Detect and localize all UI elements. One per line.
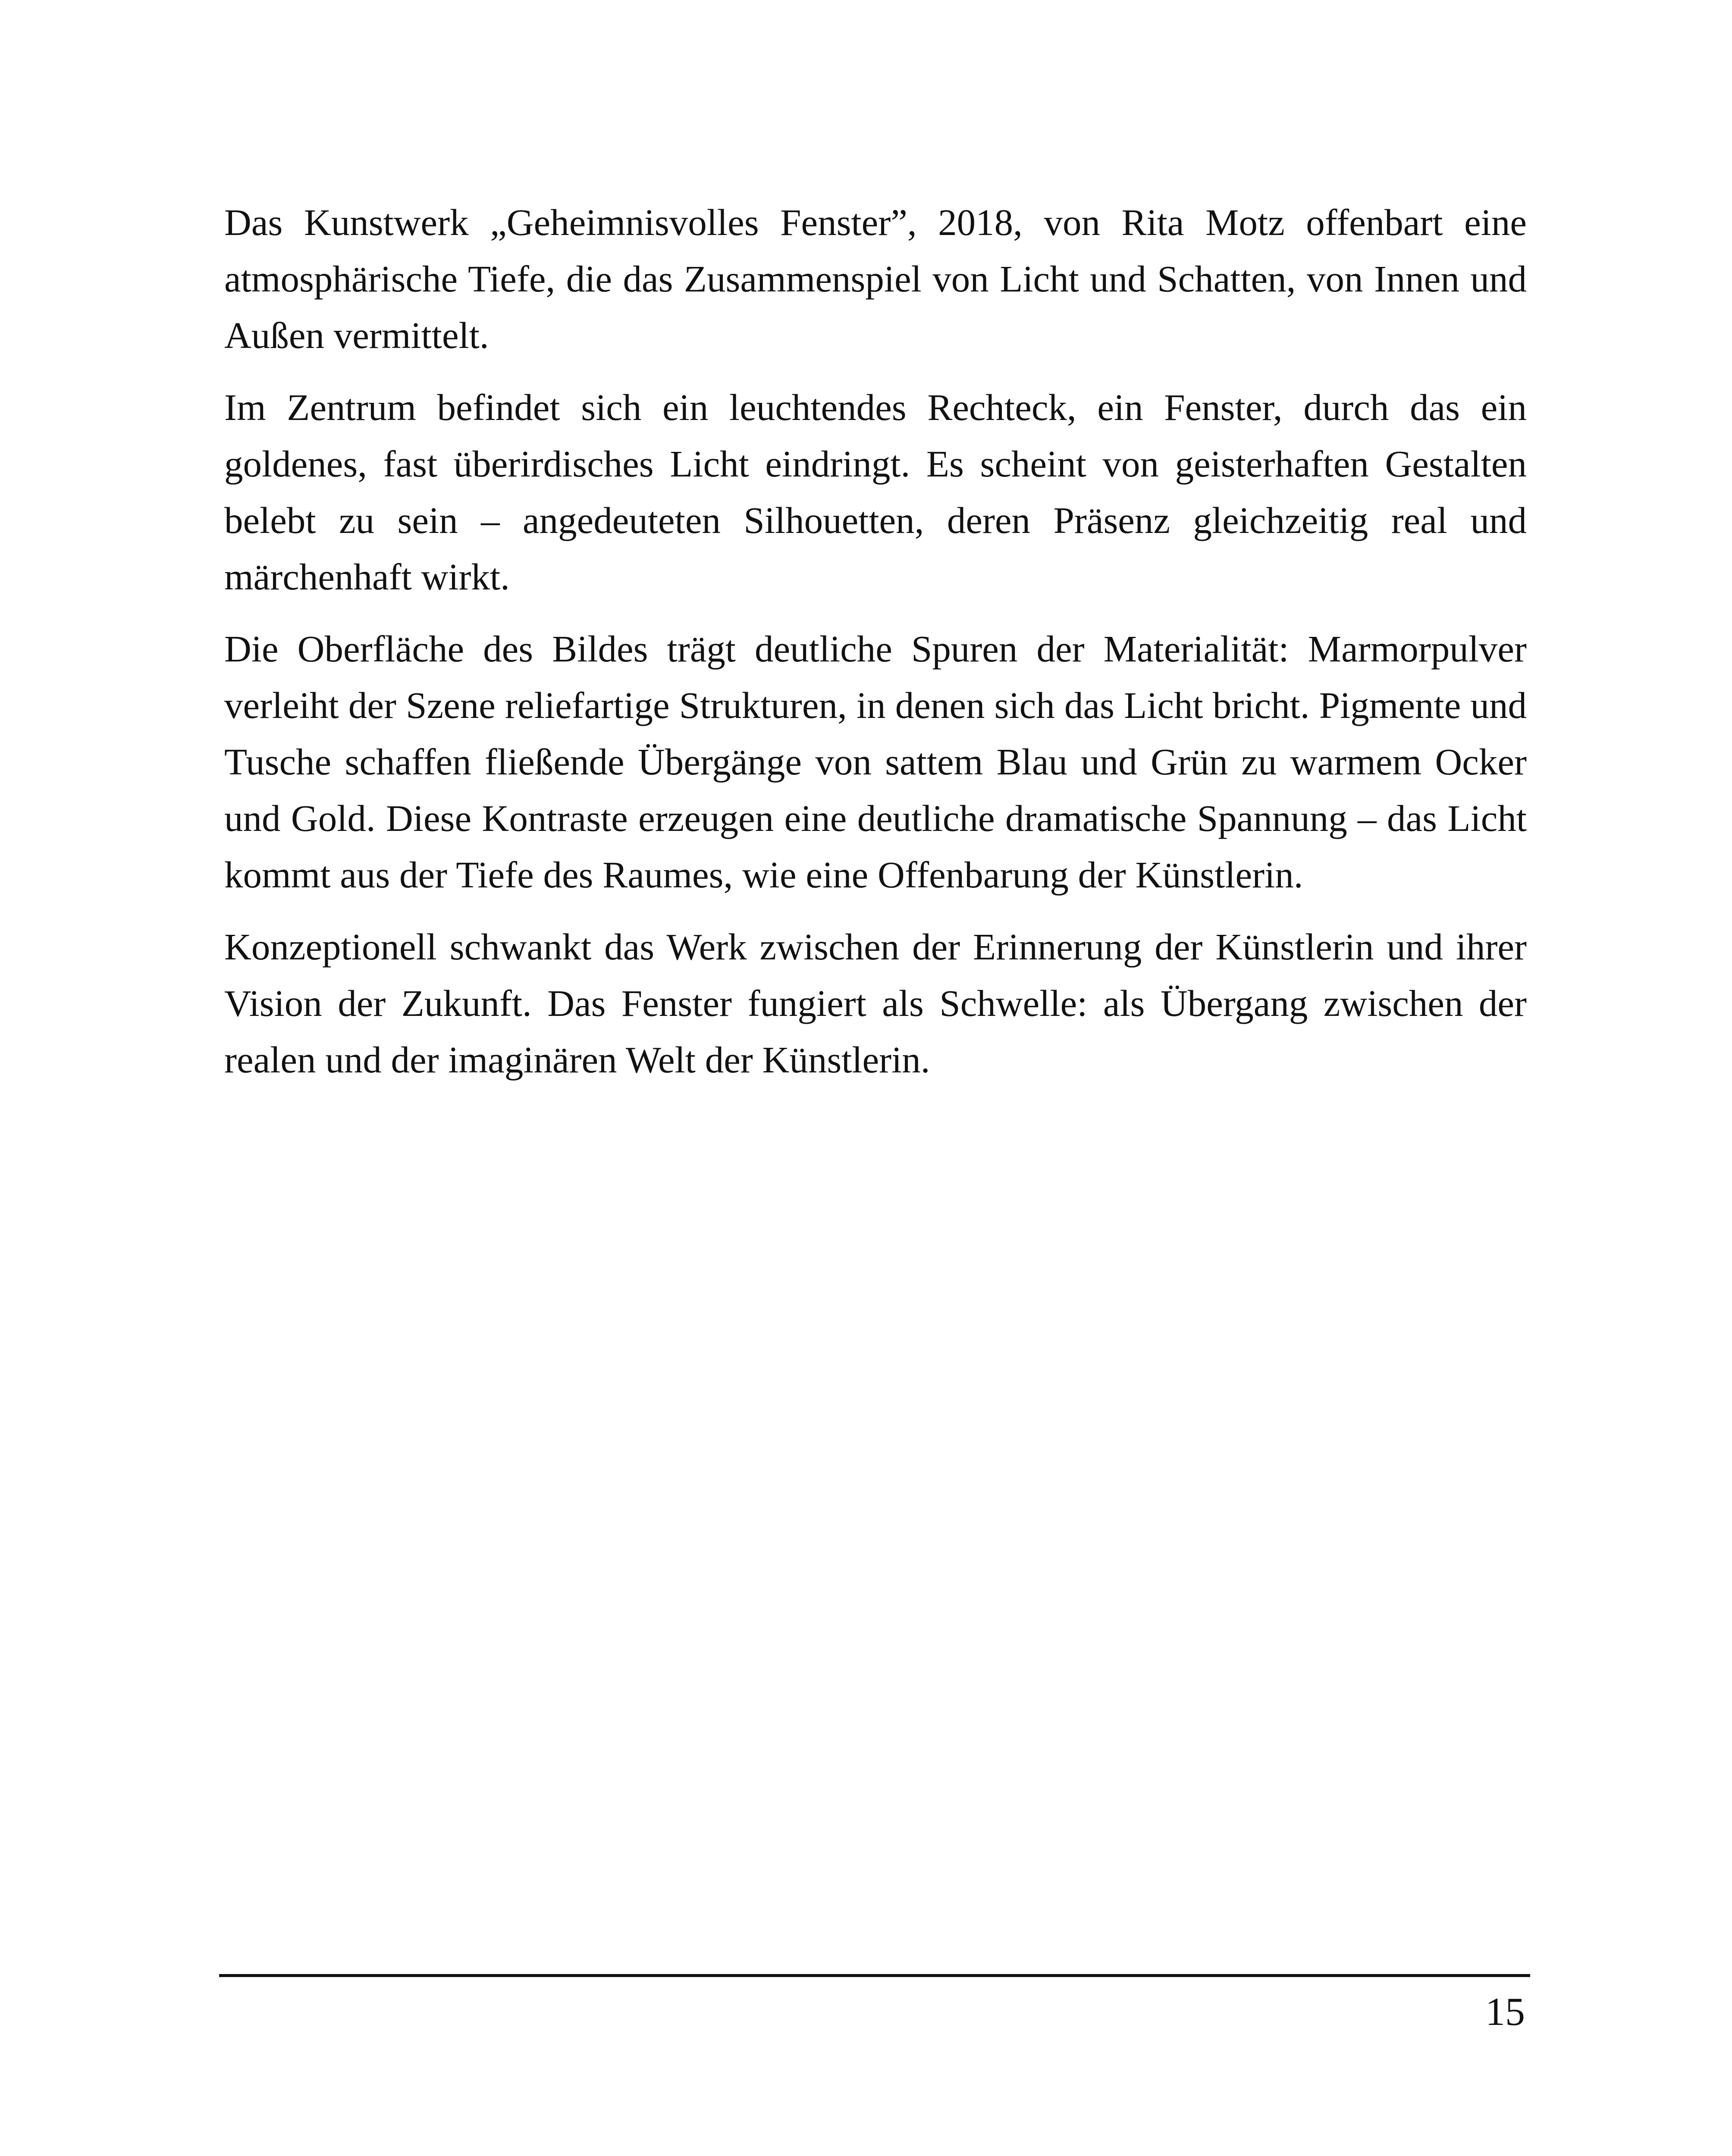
paragraph-4: Konzeptionell schwankt das Werk zwischen der Erinnerung der Künstlerin und ihrer Vision der Zukunft. Das Fenster fungiert als Schwelle: als Übergang zwischen der realen und der imaginären Welt der Künstlerin. [224,926,1527,1081]
page-number: 15 [1485,1990,1525,2034]
footer-divider [219,1974,1530,1977]
paragraph-2: Im Zentrum befindet sich ein leuchtendes Rechteck, ein Fenster, durch das ein goldenes, fast überirdisches Licht eindringt. Es scheint von geisterhaften Gestalten belebt zu sein – angedeuteten Silhouetten, deren Präsenz gleichzeitig real und märchenhaft wirkt. [224,386,1527,598]
paragraph-1: Das Kunstwerk „Geheimnisvolles Fenster”, 2018, von Rita Motz offenbart eine atmosphärische Tiefe, die das Zusammenspiel von Licht und Schatten, von Innen und Außen vermittelt. [224,201,1527,356]
body-text [224,194,1527,1103]
paragraph-3: Die Oberfläche des Bildes trägt deutliche Spuren der Materialität: Marmorpulver verleiht der Szene reliefartige Strukturen, in denen sich das Licht bricht. Pigmente und Tusche schaffen fließende Übergänge von sattem Blau und Grün zu warmem Ocker und Gold. Diese Kontraste erzeugen eine deutliche dramatische Spannung – das Licht kommt aus der Tiefe des Raumes, wie eine Offenbarung der Künstlerin. [224,628,1527,896]
